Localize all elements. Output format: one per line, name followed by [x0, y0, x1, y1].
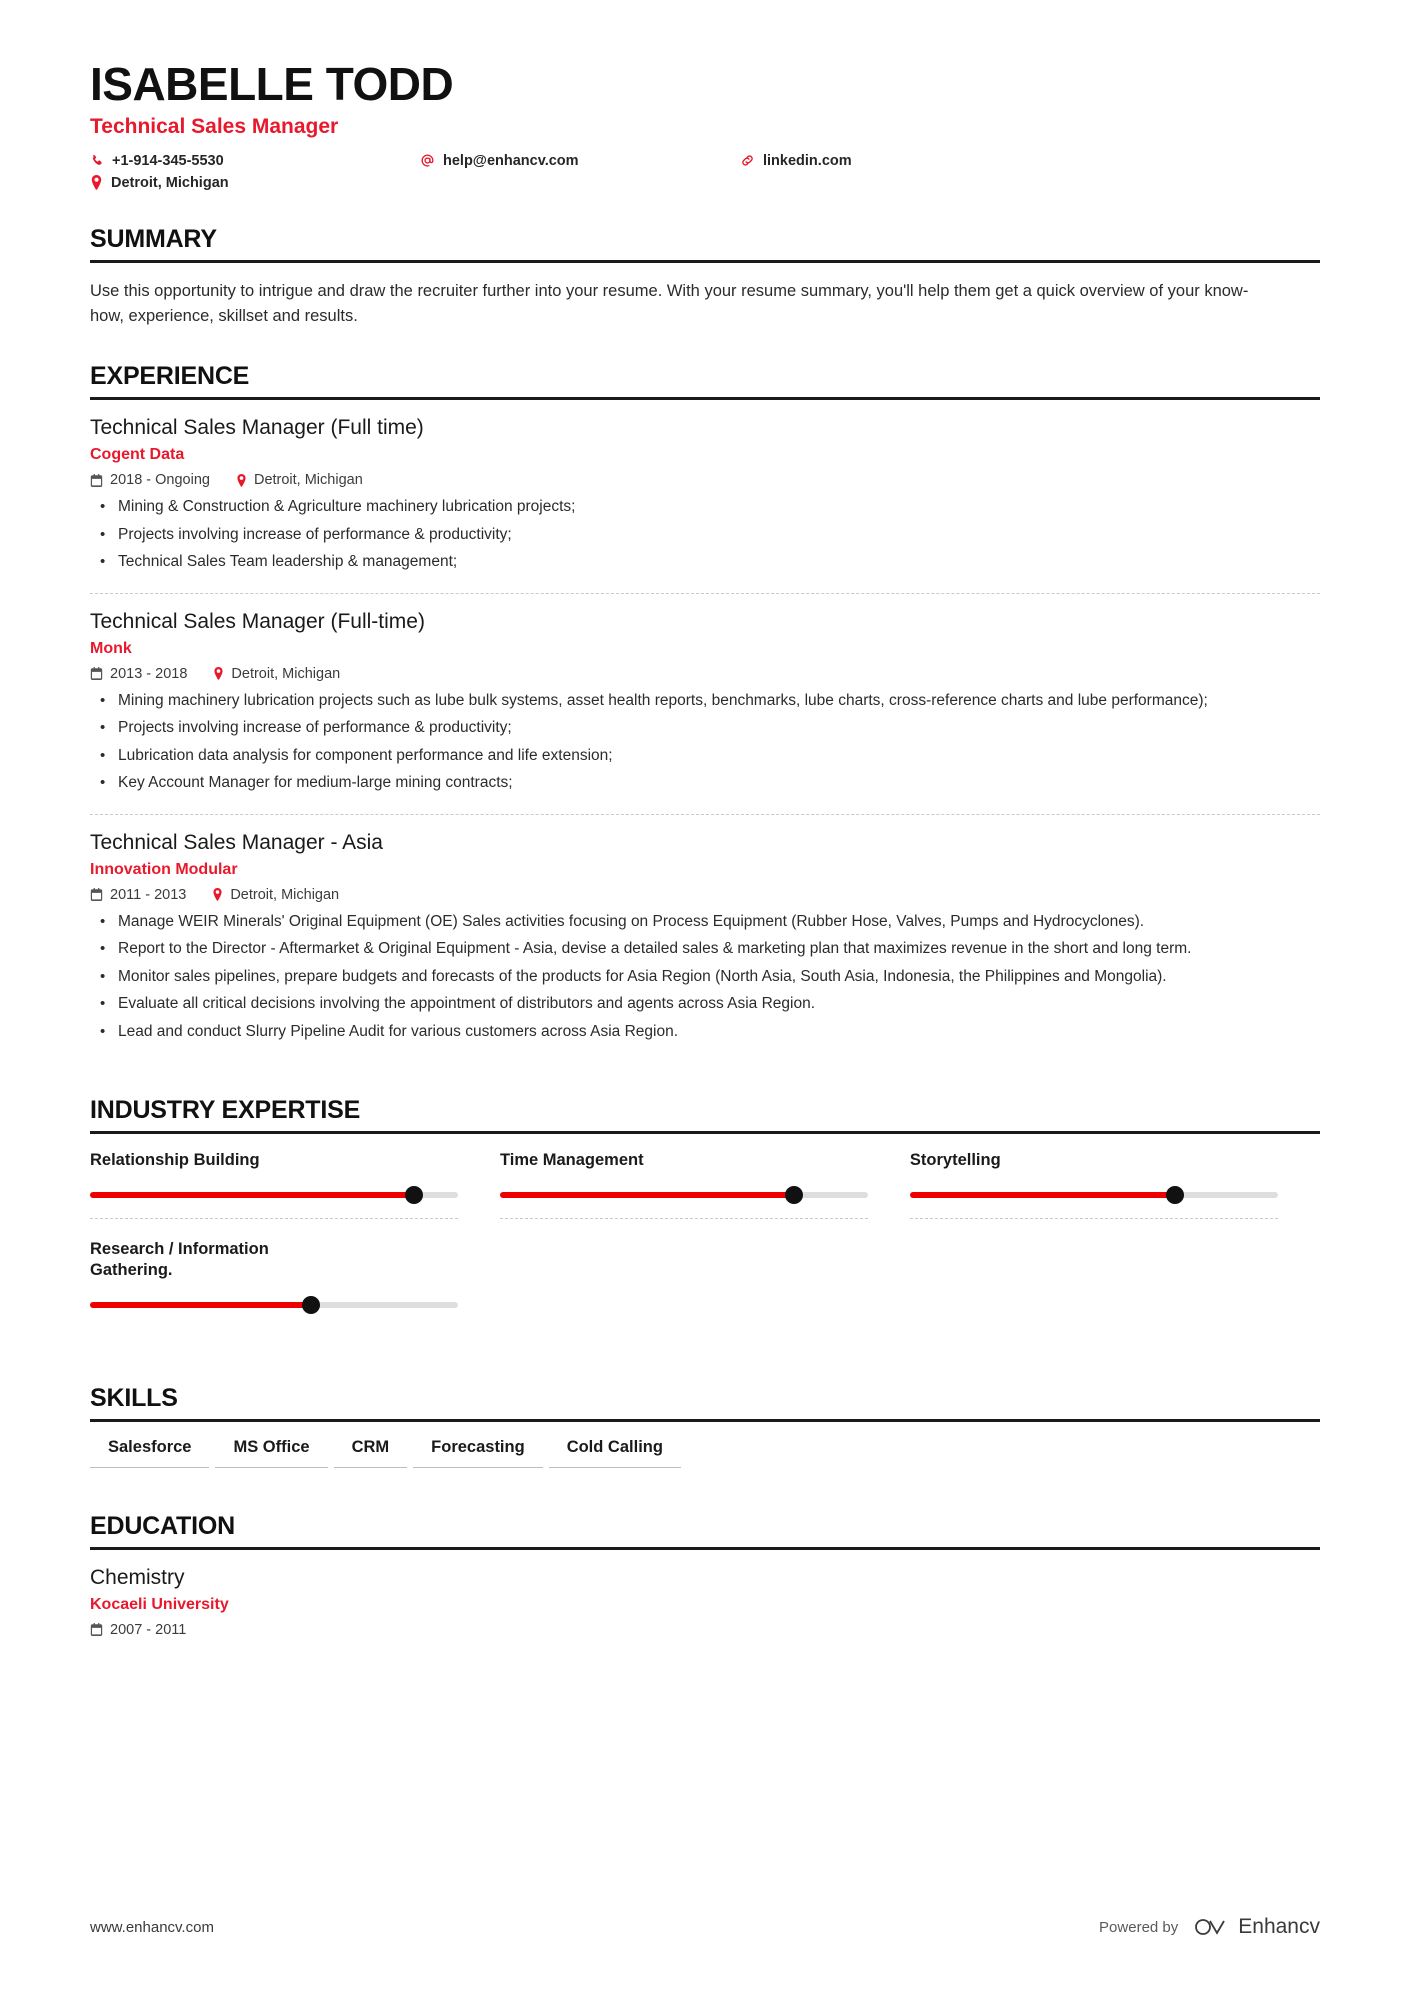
footer-brand-text: Enhancv: [1238, 1915, 1320, 1938]
candidate-job-title: Technical Sales Manager: [90, 114, 339, 138]
experience-company: Cogent Data: [90, 446, 185, 464]
at-sign-icon: [420, 153, 435, 168]
experience-bullet: • Report to the Director - Aftermarket & Original Equipment - Asia, devise a detailed sales & marketing plan that maximizes revenue in the short and long term.: [114, 938, 1320, 960]
expertise-divider: [910, 1218, 1278, 1219]
calendar-icon: [90, 667, 103, 680]
contact-location: [90, 175, 420, 191]
contact-row-1: [90, 153, 1320, 169]
slider-fill: [500, 1192, 794, 1198]
section-rule: [90, 1547, 1320, 1550]
phone-icon: [90, 154, 104, 168]
skill-item: Salesforce: [90, 1438, 209, 1468]
expertise-label: Research / Information Gathering.: [90, 1240, 269, 1280]
section-title-experience: EXPERIENCE: [90, 362, 250, 391]
experience-location-text: Detroit, Michigan: [231, 665, 341, 682]
map-pin-icon: [212, 888, 223, 901]
education-dates: [90, 1622, 186, 1638]
map-pin-icon: [213, 667, 224, 680]
experience-bullets: [90, 911, 1320, 1043]
section-title-summary: SUMMARY: [90, 224, 217, 253]
experience-dates: [90, 666, 187, 682]
expertise-label: Storytelling: [909, 1151, 1001, 1170]
expertise-item: [90, 1150, 500, 1219]
section-industry-expertise: [90, 1096, 1320, 1338]
experience-dates-text: 2018 - Ongoing: [110, 472, 210, 489]
skill-item: CRM: [334, 1438, 408, 1468]
footer-url[interactable]: www.enhancv.com: [90, 1918, 214, 1936]
experience-bullet: • Projects involving increase of performance & productivity;: [114, 524, 1320, 546]
experience-bullet: • Manage WEIR Minerals' Original Equipment (OE) Sales activities focusing on Process Equipment (Rubber Hose, Valves, Pumps and Hydrocyclones).: [114, 911, 1320, 933]
experience-role: Technical Sales Manager - Asia: [90, 830, 383, 854]
section-rule: [90, 260, 1320, 263]
experience-role: Technical Sales Manager (Full-time): [90, 609, 425, 633]
experience-bullets: [90, 496, 1320, 573]
experience-role: Technical Sales Manager (Full time): [90, 416, 424, 440]
footer-branding: [1099, 1915, 1320, 1939]
education-meta: [90, 1622, 1320, 1638]
slider-fill: [90, 1192, 414, 1198]
section-rule: [90, 1419, 1320, 1422]
education-dates-text: 2007 - 2011: [110, 1621, 187, 1638]
map-pin-icon: [236, 474, 247, 487]
experience-bullet: • Key Account Manager for medium-large mining contracts;: [114, 772, 1320, 794]
footer-powered-by: Powered by: [1099, 1918, 1179, 1936]
contact-email-text: help@enhancv.com: [443, 152, 579, 169]
section-title-skills: SKILLS: [90, 1383, 178, 1412]
contact-location-text: Detroit, Michigan: [111, 174, 229, 191]
experience-bullet: • Projects involving increase of performance & productivity;: [114, 717, 1320, 739]
section-rule: [90, 1131, 1320, 1134]
expertise-item: [90, 1239, 500, 1328]
experience-dates: [90, 472, 210, 488]
expertise-item: [910, 1150, 1320, 1219]
experience-location-text: Detroit, Michigan: [230, 886, 340, 903]
expertise-slider[interactable]: [500, 1186, 868, 1204]
page-footer: [90, 1915, 1320, 1939]
calendar-icon: [90, 474, 103, 487]
slider-fill: [910, 1192, 1175, 1198]
section-rule: [90, 397, 1320, 400]
experience-bullet: • Mining machinery lubrication projects such as lube bulk systems, asset health reports, benchmarks, lube charts, cross-reference charts and lube performance);: [114, 690, 1320, 712]
experience-dates-text: 2013 - 2018: [110, 665, 188, 682]
contact-phone[interactable]: [90, 153, 420, 169]
experience-location-text: Detroit, Michigan: [253, 472, 363, 489]
expertise-label: Relationship Building: [90, 1151, 260, 1170]
expertise-grid: [90, 1150, 1320, 1338]
skill-item: Forecasting: [413, 1438, 543, 1468]
candidate-name: ISABELLE TODD: [90, 58, 454, 110]
experience-item: [90, 416, 1320, 593]
contact-row-2: [90, 175, 1320, 191]
expertise-label: Time Management: [499, 1151, 644, 1170]
slider-knob[interactable]: [1166, 1186, 1184, 1204]
summary-text: Use this opportunity to intrigue and draw the recruiter further into your resume. With your resume summary, you'll help them get a quick overview of your know-how, experience, skillset and results.: [90, 281, 1249, 325]
experience-dates: [90, 887, 186, 903]
expertise-slider[interactable]: [910, 1186, 1278, 1204]
section-experience: [90, 362, 1320, 1062]
experience-company: Innovation Modular: [90, 860, 238, 878]
contact-email[interactable]: [420, 153, 740, 169]
experience-bullet: • Lubrication data analysis for component performance and life extension;: [114, 745, 1320, 767]
slider-knob[interactable]: [405, 1186, 423, 1204]
experience-bullet: • Technical Sales Team leadership & management;: [114, 551, 1320, 573]
section-education: [90, 1512, 1320, 1638]
experience-location: [236, 472, 363, 488]
resume-header: [90, 58, 1320, 191]
calendar-icon: [90, 888, 103, 901]
slider-fill: [90, 1302, 311, 1308]
expertise-slider[interactable]: [90, 1296, 458, 1314]
experience-bullets: [90, 690, 1320, 795]
expertise-divider: [90, 1218, 458, 1219]
contact-phone-text: +1-914-345-5530: [112, 152, 224, 169]
expertise-slider[interactable]: [90, 1186, 458, 1204]
skill-item: Cold Calling: [549, 1438, 681, 1468]
expertise-divider: [500, 1218, 868, 1219]
map-pin-icon: [90, 175, 103, 190]
experience-item: [90, 594, 1320, 815]
contact-link-text: linkedin.com: [763, 152, 852, 169]
expertise-item: [500, 1150, 910, 1219]
contact-link[interactable]: [740, 153, 1040, 169]
section-summary: [90, 225, 1320, 329]
section-skills: [90, 1384, 1320, 1468]
experience-location: [212, 887, 339, 903]
education-degree: Chemistry: [90, 1565, 185, 1589]
experience-location: [213, 666, 340, 682]
education-school: Kocaeli University: [90, 1595, 229, 1613]
footer-brand: [1194, 1915, 1320, 1939]
slider-knob[interactable]: [302, 1296, 320, 1314]
experience-bullet: • Evaluate all critical decisions involving the appointment of distributors and agents across Asia Region.: [114, 993, 1320, 1015]
experience-meta: [90, 472, 1320, 488]
section-title-industry-expertise: INDUSTRY EXPERTISE: [90, 1096, 361, 1125]
link-icon: [740, 153, 755, 168]
enhancv-logo-icon: [1194, 1916, 1228, 1938]
skill-item: MS Office: [215, 1438, 327, 1468]
experience-bullet: • Mining & Construction & Agriculture machinery lubrication projects;: [114, 496, 1320, 518]
experience-bullet: • Lead and conduct Slurry Pipeline Audit for various customers across Asia Region.: [114, 1021, 1320, 1043]
experience-company: Monk: [90, 639, 132, 657]
section-title-education: EDUCATION: [90, 1511, 235, 1540]
experience-item: [90, 815, 1320, 1062]
experience-meta: [90, 887, 1320, 903]
calendar-icon: [90, 1623, 103, 1636]
skills-list: [90, 1438, 1320, 1468]
experience-bullet: • Monitor sales pipelines, prepare budgets and forecasts of the products for Asia Region (North Asia, South Asia, Indonesia, the Philippines and Mongolia).: [114, 966, 1320, 988]
slider-knob[interactable]: [785, 1186, 803, 1204]
experience-dates-text: 2011 - 2013: [110, 886, 187, 903]
experience-meta: [90, 666, 1320, 682]
